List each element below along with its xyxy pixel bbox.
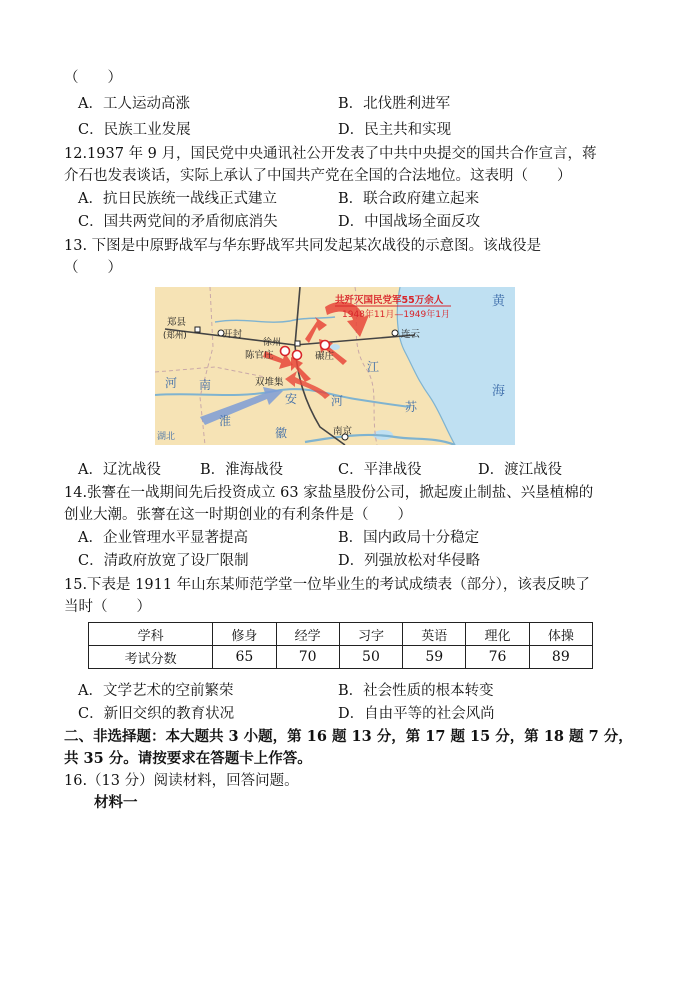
q15-stem-line1: 15.下表是 1911 年山东某师范学堂一位毕业生的考试成绩表（部分），该表反映了	[64, 577, 590, 593]
label-river-huai: 淮	[219, 414, 232, 428]
q13-option-b[interactable]: B．淮海战役	[200, 462, 284, 478]
q16-stem: 16.（13 分）阅读材料，回答问题。	[64, 773, 299, 789]
table-row-label: 考试分数	[89, 646, 213, 669]
table-header-cell: 修身	[213, 623, 276, 646]
q14-option-b[interactable]: B．国内政局十分稳定	[338, 530, 480, 546]
q15-stem-line2: 当时（ ）	[64, 599, 151, 615]
q15-option-c[interactable]: C．新旧交织的教育状况	[78, 706, 235, 722]
q13-option-d[interactable]: D．渡江战役	[478, 462, 563, 478]
label-hubei: 湖北	[157, 432, 176, 442]
score-table	[88, 622, 593, 669]
q16-material1-label: 材料一	[94, 794, 138, 811]
label-sea-hai: 海	[492, 384, 506, 399]
q11-option-b[interactable]: B．北伐胜利进军	[338, 96, 451, 112]
city-marker-lianyun	[392, 330, 398, 336]
q14-option-a[interactable]: A．企业管理水平显著提高	[78, 530, 248, 546]
q12-stem-line1: 12.1937 年 9 月，国民党中央通讯社公开发表了中共中央提交的国共合作宣言，蒋	[64, 146, 597, 162]
table-header-cell: 理化	[466, 623, 529, 646]
map-banner-line2: 1948年11月—1949年1月	[342, 310, 450, 320]
q14-stem-line1: 14.张謇在一战期间先后投资成立 63 家盐垦股份公司，掀起废止制盐、兴垦植棉的	[64, 485, 594, 501]
table-header-cell: 体操	[529, 623, 592, 646]
label-region-hui: 徽	[275, 426, 288, 440]
label-shuangduiji: 双堆集	[255, 377, 284, 388]
label-lianyun: 连云	[401, 329, 421, 340]
section2-heading-line1: 二、非选择题：本大题共 3 小题，第 16 题 13 分，第 17 题 15 分，第 18 题 7 分，	[64, 728, 633, 745]
table-header-cell: 英语	[403, 623, 466, 646]
q11-paren: （ ）	[64, 70, 122, 86]
city-marker-zhengzhou	[195, 327, 200, 332]
section2-heading-line2: 共 35 分。请按要求在答题卡上作答。	[64, 750, 312, 767]
table-cell: 65	[213, 646, 276, 669]
q15-option-b[interactable]: B．社会性质的根本转变	[338, 683, 494, 699]
label-nianzhuang: 碾庄	[315, 351, 335, 362]
q11-option-c[interactable]: C．民族工业发展	[78, 122, 191, 138]
q14-option-d[interactable]: D．列强放松对华侵略	[338, 553, 481, 569]
q11-option-a[interactable]: A．工人运动高涨	[78, 96, 190, 112]
q15-option-d[interactable]: D．自由平等的社会风尚	[338, 706, 495, 722]
label-region-nan: 南	[199, 378, 212, 392]
label-sea-huang: 黄	[492, 294, 506, 309]
label-xuzhou: 徐州	[263, 338, 282, 348]
battle-site-shuangduiji	[293, 351, 302, 360]
label-region-an: 安	[285, 392, 298, 406]
table-cell: 59	[403, 646, 466, 669]
table-header-cell: 习字	[339, 623, 402, 646]
label-chenguanzhuang: 陈官庄	[245, 350, 274, 361]
table-cell: 70	[276, 646, 339, 669]
q12-option-b[interactable]: B．联合政府建立起来	[338, 191, 480, 207]
table-header-cell: 学科	[89, 623, 213, 646]
table-cell: 50	[339, 646, 402, 669]
label-river-he: 河	[331, 394, 344, 408]
table-cell: 76	[466, 646, 529, 669]
label-zhengxian: 郑县	[167, 317, 187, 328]
q11-option-d[interactable]: D．民主共和实现	[338, 122, 452, 138]
label-region-he: 河	[165, 376, 178, 390]
label-nanjing: 南京	[333, 426, 353, 437]
battle-site-chenguanzhuang	[281, 347, 290, 356]
q15-option-a[interactable]: A．文学艺术的空前繁荣	[78, 683, 234, 699]
battle-site-nianzhuang	[321, 341, 330, 350]
city-marker-xuzhou	[295, 341, 300, 346]
q12-option-c[interactable]: C．国共两党间的矛盾彻底消失	[78, 214, 278, 230]
huaihai-campaign-map	[155, 287, 515, 445]
q12-option-d[interactable]: D．中国战场全面反攻	[338, 214, 481, 230]
label-region-jiang: 江	[367, 360, 380, 374]
q14-stem-line2: 创业大潮。张謇在这一时期创业的有利条件是（ ）	[64, 507, 412, 523]
label-zhengzhou: (郑州)	[163, 331, 187, 341]
label-region-su: 苏	[405, 400, 418, 414]
table-row	[89, 646, 593, 669]
table-header-cell: 经学	[276, 623, 339, 646]
map-banner-line1: 共歼灭国民党军55万余人	[335, 295, 444, 306]
table-cell: 89	[529, 646, 592, 669]
q13-stem-line2: （ ）	[64, 260, 122, 276]
table-header-row	[89, 623, 593, 646]
q13-option-a[interactable]: A．辽沈战役	[78, 462, 161, 478]
q12-stem-line2: 介石也发表谈话，实际上承认了中国共产党在全国的合法地位。这表明（ ）	[64, 168, 572, 184]
q13-stem-line1: 13. 下图是中原野战军与华东野战军共同发起某次战役的示意图。该战役是	[64, 238, 542, 254]
q14-option-c[interactable]: C．清政府放宽了设厂限制	[78, 553, 249, 569]
q12-option-a[interactable]: A．抗日民族统一战线正式建立	[78, 191, 277, 207]
label-kaifeng: 开封	[223, 329, 243, 340]
q13-option-c[interactable]: C．平津战役	[338, 462, 422, 478]
